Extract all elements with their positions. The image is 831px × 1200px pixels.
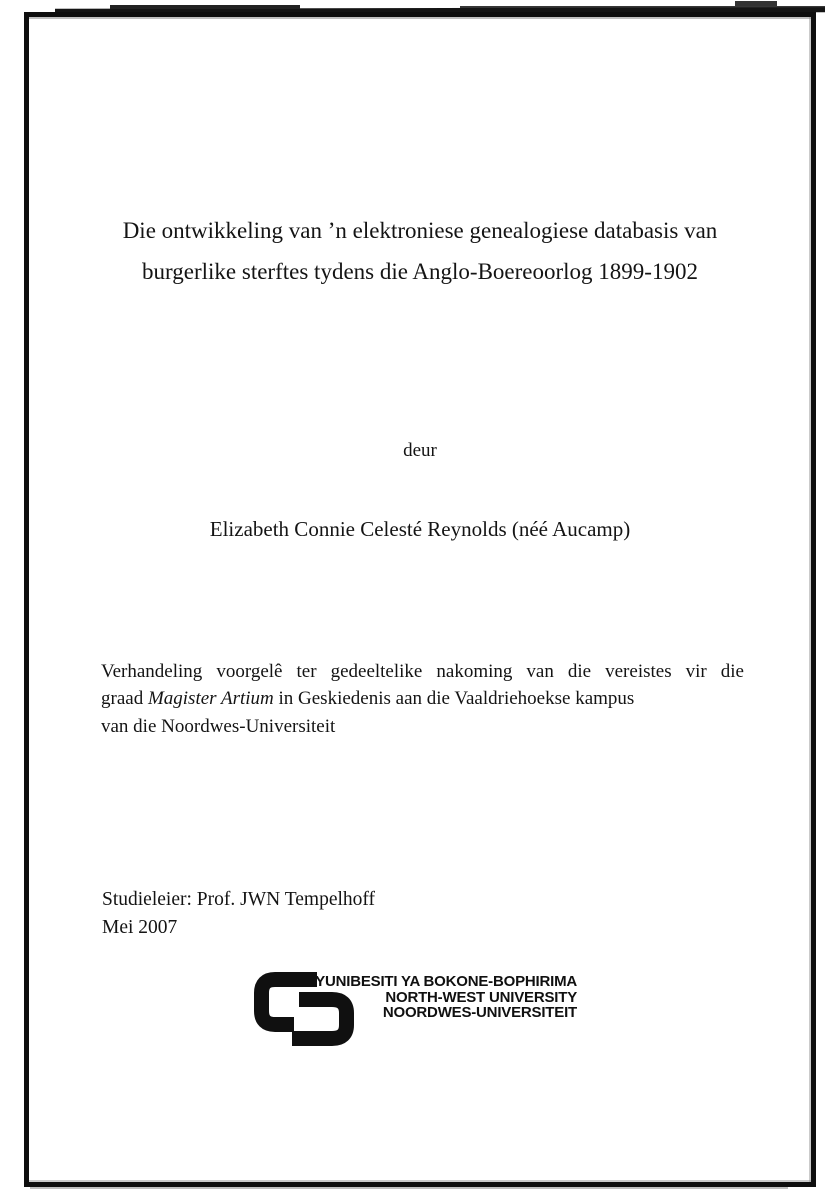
statement-line1: Verhandeling voorgelê ter gedeeltelike nakoming van die vereistes vir die (101, 661, 744, 682)
scan-edge-artifact (110, 5, 300, 9)
byline: deur (403, 440, 437, 461)
scan-edge-artifact (460, 6, 825, 10)
university-wordmark (315, 974, 577, 1021)
statement-line2-prefix: graad (101, 688, 148, 710)
thesis-title-line1: Die ontwikkeling van ’n elektroniese genealogiese databasis van (122, 218, 718, 243)
supervisor-block (102, 886, 602, 941)
date-line: Mei 2007 (102, 916, 178, 938)
submission-statement (101, 658, 744, 740)
wordmark-line3: NOORDWES-UNIVERSITEIT (382, 1004, 577, 1022)
statement-line2-suffix: in Geskiedenis aan die Vaaldriehoekse kampus (273, 688, 635, 710)
wordmark-line2: NORTH-WEST UNIVERSITY (385, 988, 577, 1006)
thesis-title-line2: burgerlike sterftes tydens die Anglo-Boereoorlog 1899-1902 (142, 259, 698, 284)
scan-edge-artifact (735, 1, 777, 6)
statement-line2 (101, 685, 744, 712)
thesis-title (40, 210, 800, 292)
supervisor-line: Studieleier: Prof. JWN Tempelhoff (102, 889, 376, 910)
degree-name: Magister Artium (147, 688, 274, 710)
university-logo (253, 970, 583, 1048)
statement-line3: van die Noordwes-Universiteit (101, 715, 336, 737)
wordmark-line1: YUNIBESITI YA BOKONE-BOPHIRIMA (315, 973, 577, 990)
author-name: Elizabeth Connie Celesté Reynolds (néé Aucamp) (209, 517, 631, 541)
